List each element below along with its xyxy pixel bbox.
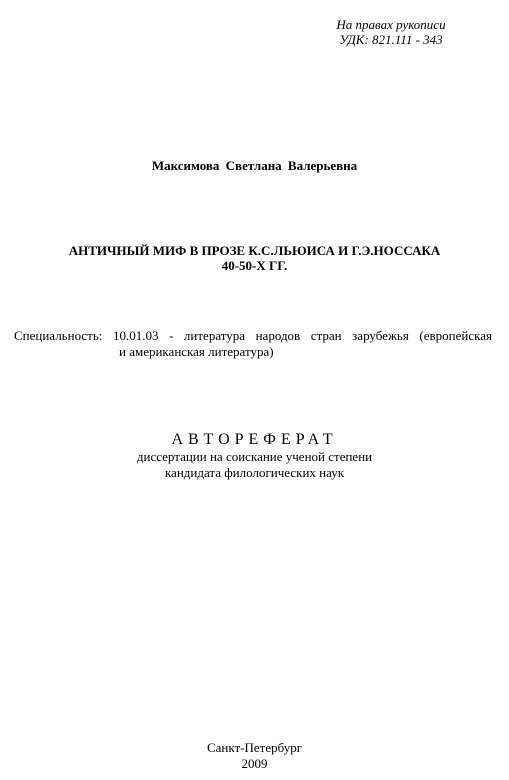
imprint-year: 2009 bbox=[241, 756, 268, 771]
specialty-word: народов bbox=[255, 328, 301, 343]
specialty-word: зарубежья bbox=[352, 328, 409, 343]
thesis-title-line-1: АНТИЧНЫЙ МИФ В ПРОЗЕ К.С.ЛЬЮИСА И Г.Э.НОССАКА bbox=[68, 243, 441, 258]
abstract-subtitle-line-1: диссертации на соискание ученой степени bbox=[136, 449, 373, 464]
specialty-line-1 bbox=[14, 328, 492, 344]
specialty-word: литература bbox=[183, 328, 246, 343]
rights-notice: На правах рукописи bbox=[336, 17, 446, 32]
imprint-footer bbox=[0, 740, 509, 772]
specialty-word: (европейская bbox=[419, 328, 492, 343]
specialty-line-2: и американская литература) bbox=[119, 344, 274, 359]
thesis-title bbox=[0, 243, 509, 273]
specialty-word: - bbox=[169, 328, 174, 343]
abstract-block bbox=[0, 431, 509, 481]
thesis-title-line-2: 40-50-Х ГГ. bbox=[221, 258, 288, 273]
abstract-heading: АВТОРЕФЕРАТ bbox=[171, 431, 338, 448]
imprint-city: Санкт-Петербург bbox=[206, 740, 303, 755]
specialty-label: Специальность: bbox=[14, 328, 103, 343]
author-name: Максимова Светлана Валерьевна bbox=[151, 158, 358, 173]
abstract-subtitle-line-2: кандидата филологических наук bbox=[164, 465, 345, 480]
manuscript-rights-block bbox=[311, 17, 471, 47]
udk-code: УДК: 821.111 - 343 bbox=[339, 32, 443, 47]
specialty-word: стран bbox=[310, 328, 342, 343]
specialty-code: 10.01.03 bbox=[112, 328, 159, 343]
specialty-block bbox=[14, 328, 492, 360]
